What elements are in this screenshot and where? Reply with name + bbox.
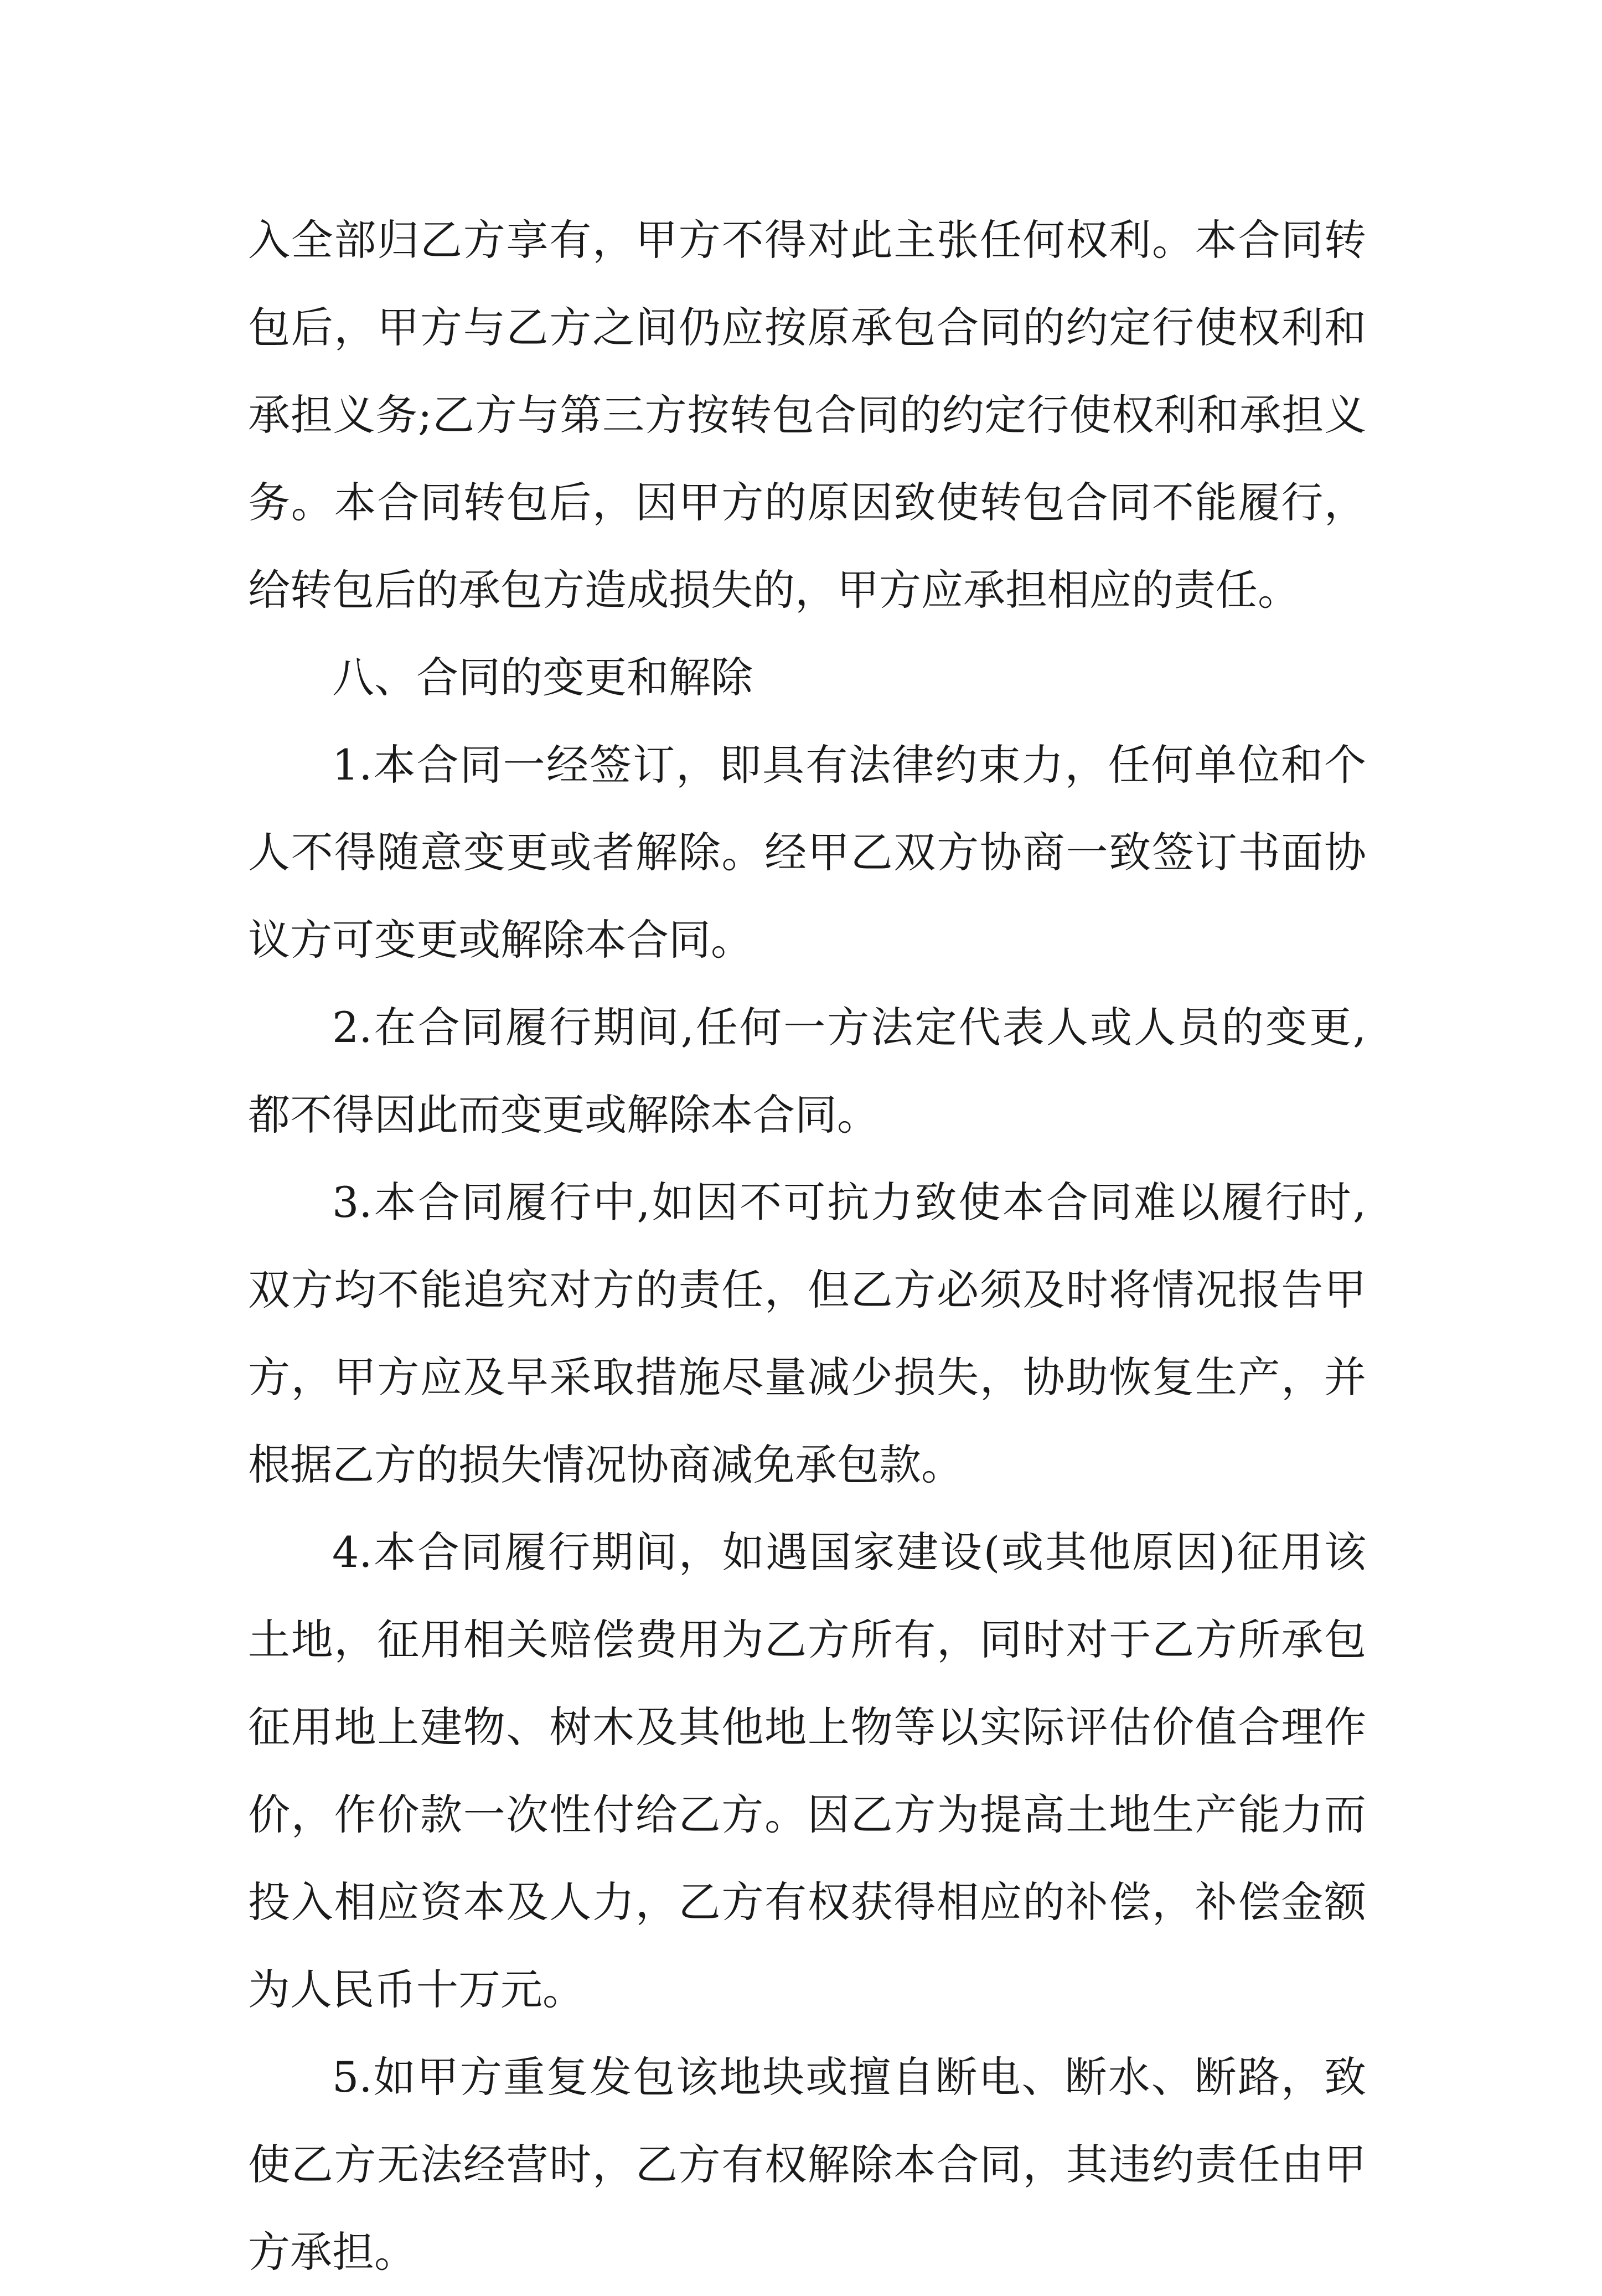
paragraph-continuation: 入全部归乙方享有，甲方不得对此主张任何权利。本合同转包后，甲方与乙方之间仍应按原承包合同的约定行使权利和承担义务;乙方与第三方按转包合同的约定行使权利和承担义务。本合同转包后，因甲方的原因致使转包合同不能履行，给转包后的承包方造成损失的，甲方应承担相应的责任。	[248, 215, 1366, 615]
clause-1: 1.本合同一经签订，即具有法律约束力，任何单位和个人不得随意变更或者解除。经甲乙双方协商一致签订书面协议方可变更或解除本合同。	[248, 740, 1366, 964]
clause-2: 2.在合同履行期间,任何一方法定代表人或人员的变更,都不得因此而变更或解除本合同。	[248, 1003, 1366, 1139]
clause-5: 5.如甲方重复发包该地块或擅自断电、断水、断路，致使乙方无法经营时，乙方有权解除本合同，其违约责任由甲方承担。	[248, 2052, 1366, 2277]
clause-4: 4.本合同履行期间，如遇国家建设(或其他原因)征用该土地，征用相关赔偿费用为乙方所有，同时对于乙方所承包征用地上建物、树木及其他地上物等以实际评估价值合理作价，作价款一次性付给乙方。因乙方为提高土地生产能力而投入相应资本及人力，乙方有权获得相应的补偿，补偿金额为人民币十万元。	[248, 1528, 1366, 2014]
section-heading-8: 八、合同的变更和解除	[332, 653, 753, 702]
document-body	[248, 197, 1366, 2296]
clause-3: 3.本合同履行中,如因不可抗力致使本合同难以履行时,双方均不能追究对方的责任，但乙方必须及时将情况报告甲方，甲方应及早采取措施尽量减少损失，协助恢复生产，并根据乙方的损失情况协商减免承包款。	[248, 1178, 1366, 1489]
